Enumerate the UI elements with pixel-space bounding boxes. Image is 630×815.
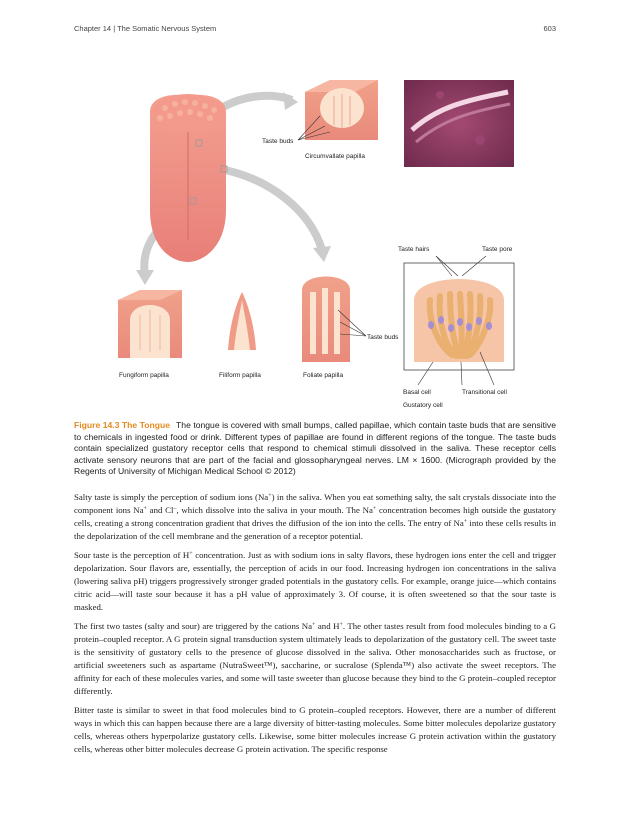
label-gustatory-cell: Gustatory cell [403, 402, 443, 409]
micrograph-image [404, 80, 514, 167]
paragraph-sour: Sour taste is the perception of H+ concentration. Just as with sodium ions in salty flavors, these hydrogen ions enter the cell and trigger depolarization. Sour flavors are, essentially, the perception of acids in our food. Increasing hydrogen ion concentrations in the saliva (lowering saliva pH) triggers progressively stronger graded potentials in the gustatory cells. For example, orange juice—which contains citric acid—will taste sour because it has a pH value of approximately 3. Of course, it is often sweetened so that the sour taste is masked. [74, 550, 557, 612]
label-filiform: Filiform papilla [219, 372, 261, 379]
foliate-papilla [302, 277, 366, 363]
tongue-illustration [150, 94, 227, 262]
label-taste-buds-top: Taste buds [262, 138, 294, 145]
filiform-papilla [228, 292, 256, 350]
paragraph-bitter: Bitter taste is similar to sweet in that food molecules bind to G protein–coupled receptors. However, there are a number of different ways in which this can happen because there are a large diversity of bitter-tasting molecules. Some bitter molecules depolarize gustatory cells, whereas others hyperpolarize gustatory cells. Likewise, some bitter molecules increase G protein activation within the gustatory cells, whereas other bitter molecules decrease G protein activation. The specific response [74, 705, 556, 754]
body-text [74, 491, 556, 762]
label-taste-pore: Taste pore [482, 246, 513, 253]
label-fungiform: Fungiform papilla [119, 372, 169, 379]
label-transitional-cell: Transitional cell [462, 389, 507, 396]
label-taste-hairs: Taste hairs [398, 246, 430, 253]
label-basal-cell: Basal cell [403, 389, 431, 396]
circumvallate-papilla [298, 80, 378, 140]
figure-title: Figure 14.3 The Tongue [74, 420, 171, 430]
caption-text: The tongue is covered with small bumps, called papillae, which contain taste buds that are sensitive to chemicals in ingested food or drink. Different types of papillae are found in different regions of the tongue. The taste buds contain specialized gustatory receptor cells that respond to chemical stimuli dissolved in the saliva. These receptor cells activate sensory neurons that are part of the facial and glossopharyngeal nerves. LM × 1600. (Micrograph provided by the Regents of University of Michigan Medical School © 2012) [74, 420, 556, 477]
figure-caption [74, 420, 556, 478]
chapter-title: Chapter 14 | The Somatic Nervous System [74, 24, 217, 33]
taste-bud-detail [404, 256, 514, 385]
paragraph-sweet: The first two tastes (salty and sour) are triggered by the cations Na+ and H+. The other tastes result from food molecules binding to a G protein–coupled receptor. A G protein signal transduction system ultimately leads to depolarization of the gustatory cell. The sweet taste is the sensitivity of gustatory cells to the presence of glucose dissolved in the saliva. Other monosaccharides such as fructose, or artificial sweeteners such as aspartame (NutraSweet™), saccharine, or sucralose (Splenda™) also activate the sweet receptors. The affinity for each of these molecules varies, and some will taste sweeter than glucose because they bind to the G protein–coupled receptor differently. [74, 621, 556, 696]
fungiform-papilla [118, 290, 182, 358]
label-circumvallate: Circumvallate papilla [305, 153, 365, 160]
label-taste-buds-foliate: Taste buds [367, 334, 399, 341]
page-number: 603 [543, 24, 556, 33]
label-foliate: Foliate papilla [303, 372, 344, 379]
paragraph-salty: Salty taste is simply the perception of sodium ions (Na+) in the saliva. When you eat something salty, the salt crystals dissociate into the component ions Na+ and Cl–, which dissolve into the saliva in your mouth. The Na+ concentration becomes high outside the gustatory cells, creating a strong concentration gradient that drives the diffusion of the ion into the cells. The entry of Na+ into these cells results in the depolarization of the cell membrane and the generation of a receptor potential. [74, 492, 557, 541]
